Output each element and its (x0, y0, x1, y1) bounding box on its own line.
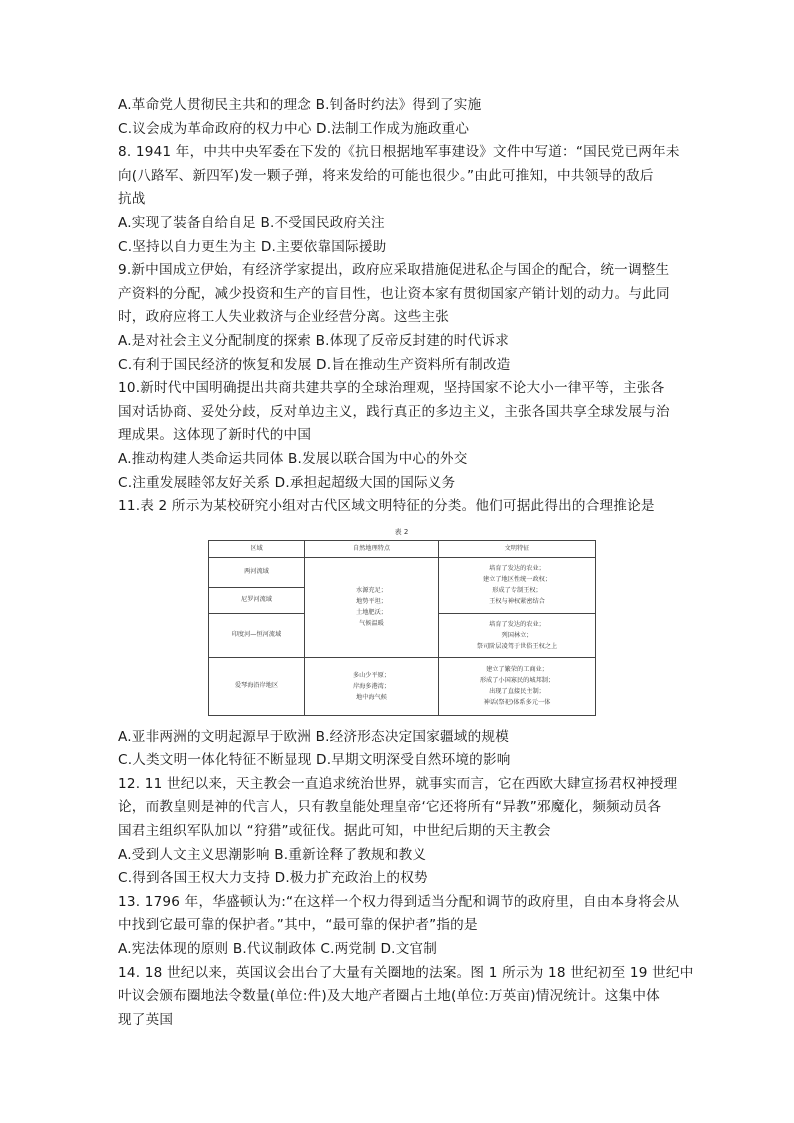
table-2 (208, 527, 595, 716)
civ-item: 形成了专制王权； (492, 587, 542, 595)
text-line: C.人类文明一体化特征不断显现 D.早期文明深受自然环境的影响 (118, 752, 511, 769)
civ-item: 培育了发达的农业； (489, 620, 545, 628)
text-line: 论，而教皇则是神的代言人，只有教皇能处理皇帝‘它还将所有“异教”邪魔化，频频动员各 (118, 799, 662, 816)
text-line: A.革命党人贯彻民主共和的理念 B.钊备时约法》得到了实施 (118, 97, 482, 113)
text-line: A.实现了装备自给自足 B.不受国民政府关注 (118, 214, 385, 231)
civ-cell-aegean (439, 657, 596, 715)
text-line: A.亚非两洲的文明起源早于欧洲 B.经济形态决定国家疆域的规模 (118, 728, 509, 745)
text-line: 13. 1796 年，华盛顿认为:“在这样一个权力得到适当分配和调节的政府里，自由本身将会从 (118, 893, 680, 910)
text-line: 国对话协商、妥处分歧，反对单边主义，践行真正的多边主义，主张各国共享全球发展与治 (118, 403, 670, 420)
geo-item: 岸海多港湾； (352, 682, 391, 690)
text-block-top (118, 94, 710, 519)
exam-page (118, 94, 710, 1032)
text-line: 11.表 2 所示为某校研究小组对古代区域文明特征的分类。他们可据此得出的合理推论是 (118, 498, 655, 515)
text-line: 向(八路军、新四军)发一颗子弹，将来发给的可能也很少。”由此可推知，中共领导的敌后 (118, 167, 654, 184)
text-line: C.坚持以自力更生为主 D.主要依靠国际援助 (118, 238, 387, 255)
region-cell: 爱琴海沿岸地区 (209, 657, 305, 715)
civ-cell-india (439, 613, 596, 657)
geo-item: 水源充足； (356, 587, 387, 595)
text-line: C.有利于国民经济的恢复和发展 D.旨在推动生产资料所有制改造 (118, 356, 511, 373)
text-line: 叶议会颁布圈地法令数量(单位:件)及大地产者圈占土地(单位:万英亩)情况统计。这集中体 (118, 988, 660, 1005)
header-civilization: 文明特征 (439, 540, 596, 557)
text-line: 8. 1941 年，中共中央军委在下发的《抗日根据地军事建设》文件中写道：“国民党已两年未 (118, 144, 680, 161)
text-line: C.得到各国王权大力支持 D.极力扩充政治上的权势 (118, 870, 428, 887)
region-cell: 印度河—恒河流域 (209, 613, 305, 657)
civ-cell-river (439, 557, 596, 613)
text-line: C.注重发展睦邻友好关系 D.承担起超级大国的国际义务 (118, 474, 456, 491)
civ-item: 出现了直接民主制； (489, 688, 545, 696)
geo-cell-aegean (305, 657, 439, 715)
geo-item: 地势平坦； (356, 598, 387, 606)
civ-item: 形成了小国寡民的城邦制； (479, 677, 555, 685)
civ-item: 王权与神权紧密结合 (489, 598, 545, 606)
geo-item: 土地肥沃； (356, 609, 387, 617)
text-line: 中找到它最可靠的保护者。”其中，“最可靠的保护者”指的是 (118, 917, 478, 934)
civ-item: 列国林立； (501, 631, 533, 639)
text-line: 国君主组织军队加以 “狩猎”或征伐。据此可知，中世纪后期的天主教会 (118, 823, 551, 840)
text-line: A.受到人文主义思潮影响 B.重新诠释了教规和教义 (118, 846, 427, 863)
text-line: 时，政府应将工人失业救济与企业经营分离。这些主张 (118, 309, 450, 326)
text-line: 现了英国 (118, 1011, 174, 1028)
header-geography: 自然地理特点 (305, 540, 439, 557)
geo-cell-river (305, 557, 439, 657)
civ-item: 神话(祭祀)体系多元一体 (483, 699, 551, 707)
geo-item: 多山少平原； (352, 671, 391, 679)
text-line: 10.新时代中国明确提出共商共建共享的全球治理观，坚持国家不论大小一律平等，主张各 (118, 380, 665, 397)
geo-item: 气候温暖 (359, 620, 384, 628)
text-line: A.宪法体现的原则 B.代议制政体 C.两党制 D.文官制 (118, 941, 438, 958)
text-line: 产资料的分配，减少投资和生产的盲目性，也让资本家有贯彻国家产销计划的动力。与此同 (118, 285, 670, 302)
civ-item: 建立了地区性统一政权； (482, 576, 552, 584)
civ-item: 建立了繁荣的工商业； (486, 666, 548, 674)
region-cell: 两河流域 (209, 557, 305, 587)
text-line: A.是对社会主义分配制度的探索 B.体现了反帝反封建的时代诉求 (118, 332, 509, 349)
text-line: 抗战 (118, 191, 146, 208)
header-region: 区域 (209, 540, 305, 557)
civilization-table (208, 540, 596, 716)
table-caption: 表 2 (394, 527, 409, 536)
region-cell: 尼罗河流域 (209, 587, 305, 613)
text-block-bottom (118, 726, 710, 1033)
geo-item: 地中海气候 (356, 693, 387, 701)
text-line: A.推动构建人类命运共同体 B.发展以联合国为中心的外交 (118, 450, 468, 467)
text-line: 12. 11 世纪以来，天主教会一直追求统治世界，就事实而言，它在西欧大肆宣扬君权神授理 (118, 775, 678, 792)
civ-item: 祭司阶层凌驾于世俗王权之上 (476, 642, 558, 650)
text-line: 9.新中国成立伊始，有经济学家提出，政府应采取措施促进私企与国企的配合，统一调整生 (118, 262, 670, 279)
civ-item: 培育了发达的农业； (489, 565, 545, 573)
text-line: C.议会成为革命政府的权力中心 D.法制工作成为施政重心 (118, 120, 470, 137)
text-line: 14. 18 世纪以来，英国议会出台了大量有关圈地的法案。图 1 所示为 18 世纪初至 19 世纪中 (118, 964, 694, 981)
text-line: 理成果。这体现了新时代的中国 (118, 427, 312, 444)
